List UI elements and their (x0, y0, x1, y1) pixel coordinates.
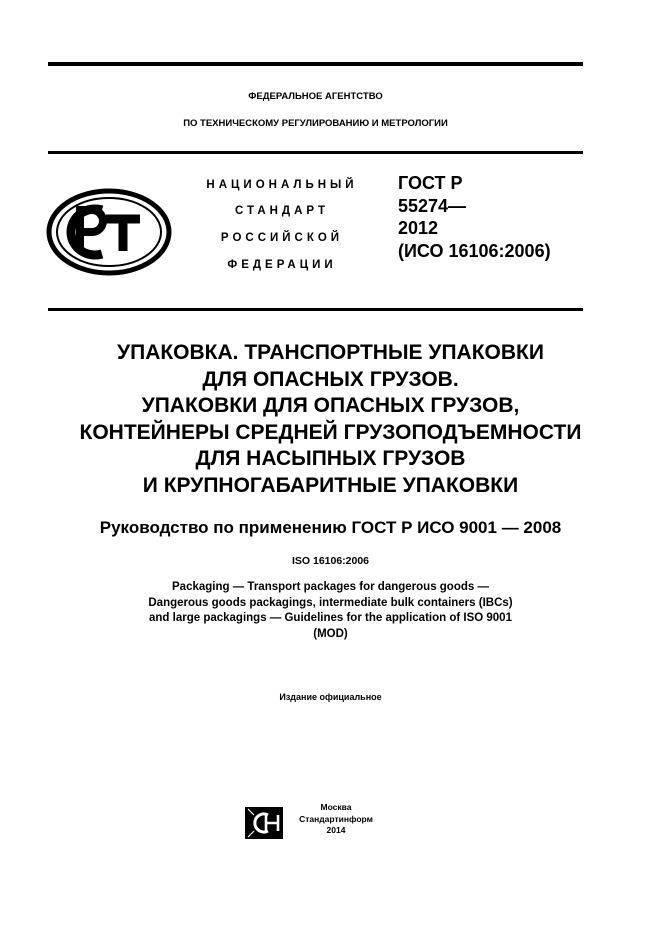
designation-line4: (ИСО 16106:2006) (398, 240, 551, 261)
title-line: УПАКОВКИ ДЛЯ ОПАСНЫХ ГРУЗОВ, (141, 394, 520, 417)
title-line: И КРУПНОГАБАРИТНЫЕ УПАКОВКИ (142, 473, 519, 497)
english-title-line: Dangerous goods packagings, intermediate bulk containers (IBCs) (148, 596, 513, 609)
document-title (30, 340, 631, 499)
iso-reference: ISO 16106:2006 (291, 555, 370, 567)
agency-name-line1: ФЕДЕРАЛЬНОЕ АГЕНТСТВО (248, 91, 383, 102)
designation-line2: 55274— (398, 195, 467, 216)
publisher-block (293, 802, 379, 837)
agency-name-line2: ПО ТЕХНИЧЕСКОМУ РЕГУЛИРОВАНИЮ И МЕТРОЛОГИИ (183, 118, 448, 129)
english-title-line: Packaging — Transport packages for dangerous goods — (172, 581, 489, 593)
publisher-name: Стандартинформ (299, 813, 373, 824)
english-title-line: (MOD) (313, 627, 348, 640)
english-title-line: and large packagings — Guidelines for the application of ISO 9001 (149, 612, 512, 624)
standard-type-line1: НАЦИОНАЛЬНЫЙ (206, 179, 358, 191)
document-subtitle: Руководство по применению ГОСТ Р ИСО 9001 — 2008 (99, 518, 562, 537)
standard-type-line2: СТАНДАРТ (235, 205, 329, 217)
designation-line1: ГОСТ Р (398, 173, 463, 193)
title-line: УПАКОВКА. ТРАНСПОРТНЫЕ УПАКОВКИ (117, 341, 544, 364)
top-rule (48, 62, 583, 66)
title-line: ДЛЯ ОПАСНЫХ ГРУЗОВ. (202, 367, 459, 391)
standard-type-line3: РОССИЙСКОЙ (220, 232, 344, 244)
rst-conformity-mark-icon (46, 188, 172, 276)
title-line: ДЛЯ НАСЫПНЫХ ГРУЗОВ (195, 447, 466, 470)
designation-line3: 2012 (398, 218, 439, 238)
standard-type-line4: ФЕДЕРАЦИИ (227, 259, 337, 271)
english-title (30, 580, 631, 642)
bottom-rule (48, 308, 583, 311)
publisher-city: Москва (320, 802, 352, 812)
title-line: КОНТЕЙНЕРЫ СРЕДНЕЙ ГРУЗОПОДЪЕМНОСТИ (79, 420, 582, 444)
standard-designation (398, 172, 551, 262)
middle-rule (48, 151, 583, 154)
standartinform-logo-icon (244, 806, 284, 840)
edition-note: Издание официальное (279, 692, 382, 702)
publisher-year: 2014 (326, 825, 346, 835)
